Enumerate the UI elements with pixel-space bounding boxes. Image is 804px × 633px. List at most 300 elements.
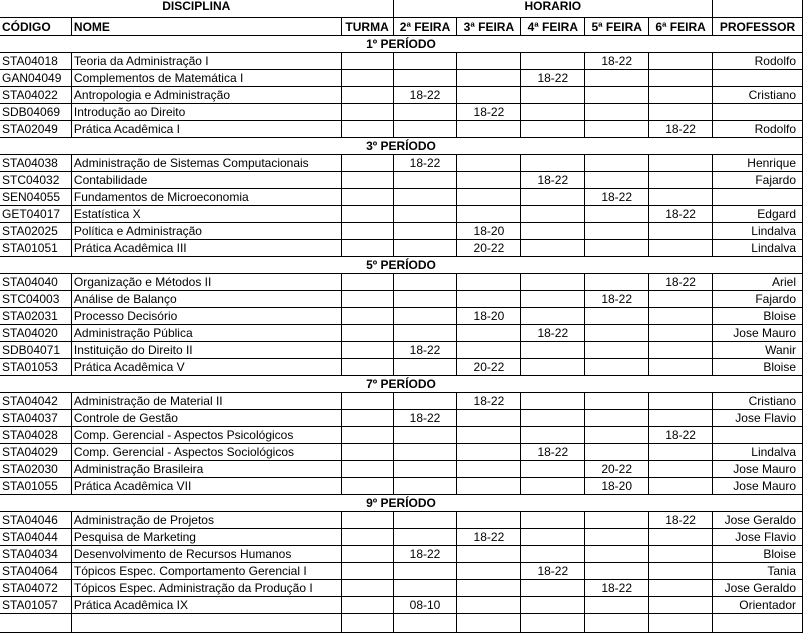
quarta-slot [521,529,585,546]
quarta-slot [521,121,585,138]
table-row [0,53,803,70]
column-header-quarta: 4ª FEIRA [521,18,585,36]
terca-slot [457,444,521,461]
terca-slot [457,70,521,87]
sexta-slot [649,444,713,461]
quinta-slot [585,342,649,359]
table-row [0,393,803,410]
quarta-slot: 18-22 [521,444,585,461]
segunda-slot [393,308,457,325]
turma-cell [341,546,393,563]
sexta-slot [649,172,713,189]
quinta-slot [585,121,649,138]
table-row [0,291,803,308]
professor-name: Tania [713,563,803,580]
table-row [0,223,803,240]
segunda-slot: 18-22 [393,546,457,563]
sexta-slot [649,393,713,410]
quarta-slot [521,597,585,614]
sexta-slot: 18-22 [649,427,713,444]
turma-cell [341,393,393,410]
sexta-slot [649,461,713,478]
table-row [0,155,803,172]
turma-cell [341,308,393,325]
terca-slot [457,291,521,308]
segunda-slot [393,393,457,410]
column-header-turma: TURMA [341,18,393,36]
period-title: 1º PERÍODO [0,36,803,53]
table-row [0,410,803,427]
sexta-slot [649,478,713,495]
terca-slot [457,563,521,580]
turma-cell [341,104,393,121]
segunda-slot [393,291,457,308]
course-name: Contabilidade [71,172,341,189]
segunda-slot [393,461,457,478]
course-code: STA01055 [0,478,71,495]
turma-cell [341,223,393,240]
course-name: Administração de Material II [71,393,341,410]
course-code: STA04020 [0,325,71,342]
segunda-slot [393,325,457,342]
quinta-slot [585,359,649,376]
segunda-slot [393,529,457,546]
quarta-slot [521,53,585,70]
table-row [0,172,803,189]
professor-name: Bloise [713,359,803,376]
segunda-slot: 18-22 [393,342,457,359]
course-code: STA02025 [0,223,71,240]
course-name: Prática Acadêmica IX [71,597,341,614]
table-row [0,104,803,121]
turma-cell [341,597,393,614]
table-row [0,325,803,342]
terca-slot: 18-20 [457,308,521,325]
segunda-slot [393,359,457,376]
column-header-codigo: CÓDIGO [0,18,71,36]
sexta-slot: 18-22 [649,512,713,529]
course-code: STA02049 [0,121,71,138]
segunda-slot: 08-10 [393,597,457,614]
period-title: 9º PERÍODO [0,495,803,512]
segunda-slot: 18-22 [393,410,457,427]
professor-name: Lindalva [713,240,803,257]
quinta-slot [585,325,649,342]
course-name: Administração Brasileira [71,461,341,478]
professor-name [713,189,803,206]
quarta-slot [521,580,585,597]
table-row [0,529,803,546]
professor-name: Wanir [713,342,803,359]
course-code: STA04034 [0,546,71,563]
period-header-row [0,138,803,155]
professor-name: Cristiano [713,87,803,104]
disciplina-header: DISCIPLINA [0,0,393,18]
table-row [0,274,803,291]
quarta-slot [521,206,585,223]
turma-cell [341,427,393,444]
table-row [0,70,803,87]
course-name: Desenvolvimento de Recursos Humanos [71,546,341,563]
table-row [0,308,803,325]
course-code: STA02031 [0,308,71,325]
professor-name: Lindalva [713,223,803,240]
course-name: Instituição do Direito II [71,342,341,359]
course-code: STA04018 [0,53,71,70]
quinta-slot: 20-22 [585,461,649,478]
terca-slot [457,427,521,444]
course-code: GET04017 [0,206,71,223]
table-row [0,359,803,376]
segunda-slot [393,240,457,257]
sexta-slot [649,104,713,121]
course-code: STA04038 [0,155,71,172]
segunda-slot [393,563,457,580]
quarta-slot [521,512,585,529]
table-row [0,427,803,444]
sexta-slot [649,546,713,563]
sexta-slot [649,563,713,580]
professor-name: Lindalva [713,444,803,461]
turma-cell [341,121,393,138]
course-name: Teoria da Administração I [71,53,341,70]
course-code: STA04042 [0,393,71,410]
course-name: Pesquisa de Marketing [71,529,341,546]
course-code: STA02030 [0,461,71,478]
quarta-slot: 18-22 [521,172,585,189]
course-name: Administração de Projetos [71,512,341,529]
period-header-row [0,495,803,512]
sexta-slot [649,325,713,342]
quinta-slot [585,444,649,461]
professor-name: Cristiano [713,393,803,410]
terca-slot [457,461,521,478]
segunda-slot: 18-22 [393,155,457,172]
turma-cell [341,274,393,291]
course-code: STC04003 [0,291,71,308]
sexta-slot [649,529,713,546]
table-row [0,240,803,257]
sexta-slot [649,189,713,206]
terca-slot [457,597,521,614]
quinta-slot [585,70,649,87]
quinta-slot [585,274,649,291]
professor-name: Rodolfo [713,53,803,70]
quarta-slot [521,274,585,291]
professor-name [713,104,803,121]
turma-cell [341,512,393,529]
terca-slot [457,478,521,495]
terca-slot: 18-20 [457,223,521,240]
course-name: Análise de Balanço [71,291,341,308]
segunda-slot [393,172,457,189]
terca-slot [457,512,521,529]
turma-cell [341,529,393,546]
course-code: SEN04055 [0,189,71,206]
course-name: Complementos de Matemática I [71,70,341,87]
terca-slot [457,206,521,223]
professor-name: Rodolfo [713,121,803,138]
course-code: GAN04049 [0,70,71,87]
quinta-slot [585,172,649,189]
professor-name: Edgard [713,206,803,223]
terca-slot: 18-22 [457,104,521,121]
course-code: STA01051 [0,240,71,257]
quinta-slot [585,529,649,546]
quinta-slot [585,563,649,580]
column-header-quinta: 5ª FEIRA [585,18,649,36]
quarta-slot [521,342,585,359]
table-row [0,580,803,597]
sexta-slot [649,70,713,87]
segunda-slot: 18-22 [393,87,457,104]
quinta-slot [585,155,649,172]
quarta-slot [521,189,585,206]
horario-header: HORARIO [393,0,712,18]
course-code: STA01057 [0,597,71,614]
table-row [0,342,803,359]
professor-name: Jose Geraldo [713,580,803,597]
turma-cell [341,206,393,223]
course-code: STA04037 [0,410,71,427]
quinta-slot [585,410,649,427]
quinta-slot [585,393,649,410]
column-header-terca: 3ª FEIRA [457,18,521,36]
professor-name [713,70,803,87]
quarta-slot: 18-22 [521,563,585,580]
turma-cell [341,87,393,104]
quinta-slot: 18-22 [585,580,649,597]
turma-cell [341,478,393,495]
terca-slot: 18-22 [457,393,521,410]
terca-slot [457,172,521,189]
professor-name: Jose Flavio [713,410,803,427]
quinta-slot: 18-20 [585,478,649,495]
course-code: STA04044 [0,529,71,546]
course-name: Comp. Gerencial - Aspectos Psicológicos [71,427,341,444]
turma-cell [341,155,393,172]
segunda-slot [393,478,457,495]
professor-name: Jose Mauro [713,461,803,478]
table-row [0,512,803,529]
segunda-slot [393,444,457,461]
terca-slot: 20-22 [457,240,521,257]
quarta-slot [521,291,585,308]
column-header-nome: NOME [71,18,341,36]
sexta-slot: 18-22 [649,274,713,291]
turma-cell [341,291,393,308]
column-header-professor: PROFESSOR [713,18,803,36]
course-code: STA01053 [0,359,71,376]
segunda-slot [393,427,457,444]
course-name: Processo Decisório [71,308,341,325]
table-row [0,206,803,223]
segunda-slot [393,53,457,70]
professor-name [713,427,803,444]
terca-slot: 18-22 [457,529,521,546]
course-name: Controle de Gestão [71,410,341,427]
quarta-slot [521,308,585,325]
table-row [0,597,803,614]
course-code: SDB04071 [0,342,71,359]
sexta-slot [649,359,713,376]
quinta-slot [585,206,649,223]
period-header-row [0,36,803,53]
professor-name: Orientador [713,597,803,614]
quarta-slot [521,87,585,104]
terca-slot [457,325,521,342]
quinta-slot: 18-22 [585,53,649,70]
quarta-slot: 18-22 [521,325,585,342]
table-row [0,87,803,104]
quinta-slot: 18-22 [585,291,649,308]
terca-slot [457,87,521,104]
course-name: Política e Administração [71,223,341,240]
professor-name: Jose Mauro [713,478,803,495]
course-name: Administração de Sistemas Computacionais [71,155,341,172]
course-name: Prática Acadêmica V [71,359,341,376]
professor-name: Fajardo [713,172,803,189]
course-code: STA04072 [0,580,71,597]
quinta-slot [585,87,649,104]
turma-cell [341,325,393,342]
sexta-slot [649,308,713,325]
course-code: STA04029 [0,444,71,461]
course-name: Estatística X [71,206,341,223]
header-spacer [713,0,803,18]
terca-slot [457,155,521,172]
table-row [0,121,803,138]
course-name: Antropologia e Administração [71,87,341,104]
quarta-slot [521,478,585,495]
turma-cell [341,580,393,597]
professor-name: Fajardo [713,291,803,308]
professor-name: Jose Mauro [713,325,803,342]
terca-slot [457,121,521,138]
table-row [0,546,803,563]
course-name: Tópicos Espec. Administração da Produção I [71,580,341,597]
segunda-slot [393,121,457,138]
segunda-slot [393,189,457,206]
course-name: Administração Pública [71,325,341,342]
professor-name: Jose Geraldo [713,512,803,529]
terca-slot [457,546,521,563]
sexta-slot [649,87,713,104]
quarta-slot [521,393,585,410]
table-row [0,478,803,495]
course-code: SDB04069 [0,104,71,121]
course-code: STA04064 [0,563,71,580]
terca-slot [457,410,521,427]
segunda-slot [393,104,457,121]
period-title: 7º PERÍODO [0,376,803,393]
turma-cell [341,563,393,580]
course-name: Introdução ao Direito [71,104,341,121]
terca-slot [457,189,521,206]
table-row [0,563,803,580]
sexta-slot [649,410,713,427]
course-name: Prática Acadêmica III [71,240,341,257]
quinta-slot: 18-22 [585,189,649,206]
professor-name: Bloise [713,308,803,325]
quarta-slot [521,240,585,257]
course-name: Organização e Métodos II [71,274,341,291]
turma-cell [341,342,393,359]
turma-cell [341,444,393,461]
segunda-slot [393,223,457,240]
sexta-slot [649,53,713,70]
quinta-slot [585,512,649,529]
sexta-slot [649,580,713,597]
sexta-slot: 18-22 [649,206,713,223]
quinta-slot [585,240,649,257]
segunda-slot [393,580,457,597]
sexta-slot [649,223,713,240]
turma-cell [341,240,393,257]
course-code: STA04046 [0,512,71,529]
quarta-slot [521,410,585,427]
quinta-slot [585,104,649,121]
quarta-slot [521,546,585,563]
segunda-slot [393,274,457,291]
column-header-sexta: 6ª FEIRA [649,18,713,36]
course-name: Prática Acadêmica VII [71,478,341,495]
quarta-slot [521,359,585,376]
turma-cell [341,172,393,189]
professor-name: Jose Flavio [713,529,803,546]
terca-slot [457,53,521,70]
course-name: Tópicos Espec. Comportamento Gerencial I [71,563,341,580]
course-code: STC04032 [0,172,71,189]
segunda-slot [393,70,457,87]
professor-name: Bloise [713,546,803,563]
sexta-slot [649,291,713,308]
period-title: 3º PERÍODO [0,138,803,155]
period-header-row [0,257,803,274]
quinta-slot [585,546,649,563]
course-name: Prática Acadêmica I [71,121,341,138]
course-name: Comp. Gerencial - Aspectos Sociológicos [71,444,341,461]
segunda-slot [393,206,457,223]
period-header-row [0,376,803,393]
schedule-body [0,36,803,633]
course-code: STA04040 [0,274,71,291]
quinta-slot [585,308,649,325]
quarta-slot [521,104,585,121]
column-header-segunda: 2ª FEIRA [393,18,457,36]
sexta-slot [649,240,713,257]
sexta-slot [649,155,713,172]
quinta-slot [585,597,649,614]
table-row [0,444,803,461]
professor-name: Ariel [713,274,803,291]
turma-cell [341,70,393,87]
quarta-slot [521,427,585,444]
segunda-slot [393,512,457,529]
period-title: 5º PERÍODO [0,257,803,274]
quarta-slot [521,461,585,478]
course-code: STA04022 [0,87,71,104]
table-row [0,461,803,478]
sexta-slot [649,342,713,359]
quinta-slot [585,223,649,240]
turma-cell [341,189,393,206]
quarta-slot: 18-22 [521,70,585,87]
quarta-slot [521,223,585,240]
terca-slot [457,274,521,291]
quinta-slot [585,427,649,444]
sexta-slot: 18-22 [649,121,713,138]
